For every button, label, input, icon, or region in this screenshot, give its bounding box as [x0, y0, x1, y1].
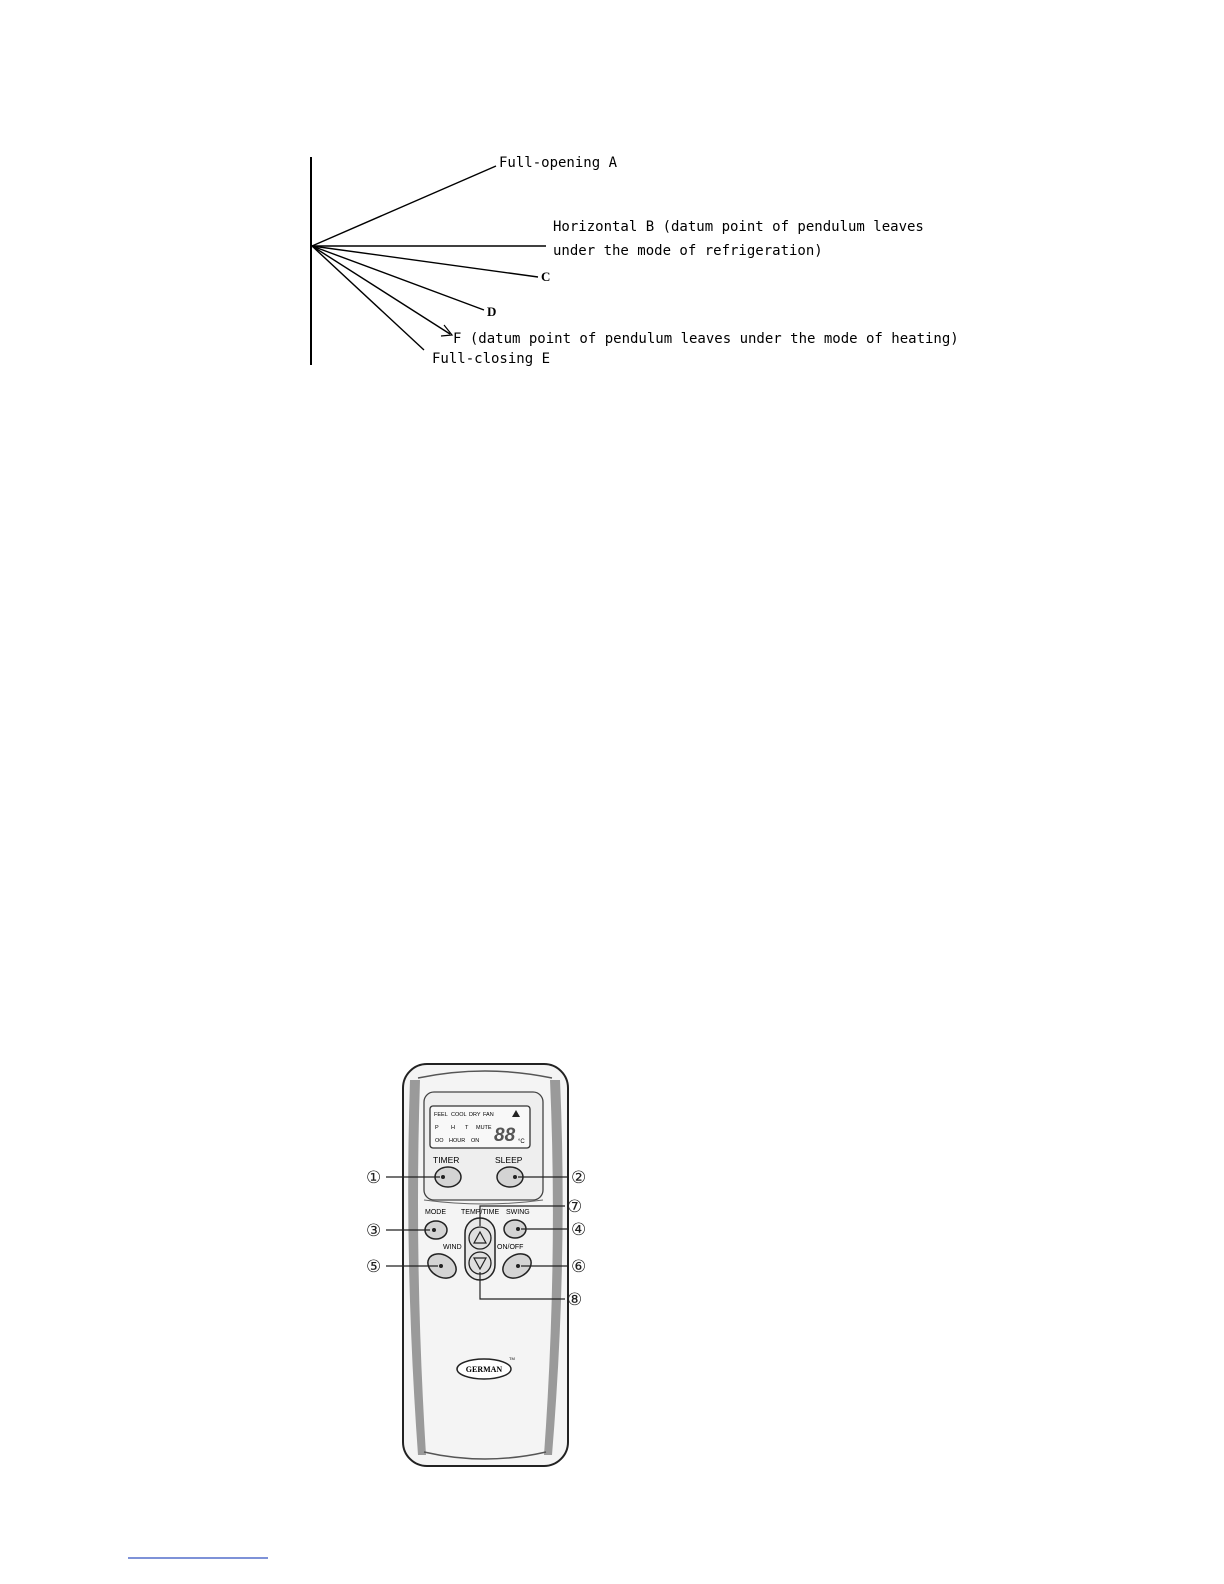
mode-label: MODE [425, 1209, 446, 1216]
callout-number-4: ④ [571, 1220, 587, 1239]
lcd-ind-mute: MUTE [476, 1125, 492, 1131]
lcd-mode-feel: FEEL [434, 1112, 448, 1118]
louver-line-e [312, 246, 424, 350]
callout-number-1: ① [366, 1168, 382, 1187]
callout-number-8: ⑧ [567, 1290, 583, 1309]
callout-dot-5 [439, 1264, 443, 1268]
swing-label: SWING [506, 1209, 530, 1216]
louver-line-a [312, 166, 496, 246]
label-c: C [541, 269, 551, 284]
callout-dot-1 [441, 1175, 445, 1179]
callout-dot-4 [516, 1227, 520, 1231]
lcd-ind-hour: HOUR [449, 1138, 466, 1144]
label-full-closing-e: Full-closing E [432, 351, 551, 367]
label-horizontal-b-line1: Horizontal B (datum point of pendulum leaves [553, 219, 924, 235]
sleep-label: SLEEP [495, 1155, 523, 1165]
lcd-mode-dry: DRY [469, 1112, 481, 1118]
label-horizontal-b-line2: under the mode of refrigeration) [553, 243, 823, 259]
label-d: D [487, 304, 497, 319]
remote-control-illustration [403, 1064, 568, 1466]
lcd-ind-on: ON [471, 1138, 480, 1144]
callout-dot-2 [513, 1175, 517, 1179]
lcd-mode-fan: FAN [483, 1112, 494, 1118]
callout-dot-3 [432, 1228, 436, 1232]
label-f: F (datum point of pendulum leaves under the mode of heating) [453, 331, 959, 347]
callout-number-6: ⑥ [571, 1257, 587, 1276]
callout-dot-6 [516, 1264, 520, 1268]
lcd-ind-p: P [435, 1125, 439, 1131]
lcd-unit: °C [518, 1139, 525, 1145]
timer-label: TIMER [433, 1155, 460, 1165]
temp-down-button[interactable] [469, 1252, 491, 1274]
brand-text: GERMAN [465, 1365, 503, 1374]
temp-time-label: TEMP/TIME [461, 1209, 500, 1216]
callout-number-2: ② [571, 1168, 587, 1187]
lcd-ind-t: T [465, 1125, 469, 1131]
wind-label: WIND [443, 1244, 462, 1251]
on-off-label: ON/OFF [497, 1244, 524, 1251]
lcd-digits: 88 [494, 1125, 516, 1146]
lcd-ind-h: H [451, 1125, 455, 1131]
callout-number-3: ③ [366, 1221, 382, 1240]
lcd-ind-oo: OO [435, 1138, 444, 1144]
callout-number-5: ⑤ [366, 1257, 382, 1276]
brand-tm: TM [509, 1356, 515, 1361]
louver-line-c [312, 246, 538, 277]
temp-up-button[interactable] [469, 1227, 491, 1249]
f-arrow-tick [441, 325, 452, 336]
louver-position-diagram [311, 155, 959, 367]
label-full-opening-a: Full-opening A [499, 155, 618, 171]
lcd-mode-cool: COOL [451, 1112, 467, 1118]
callout-number-7: ⑦ [567, 1197, 583, 1216]
